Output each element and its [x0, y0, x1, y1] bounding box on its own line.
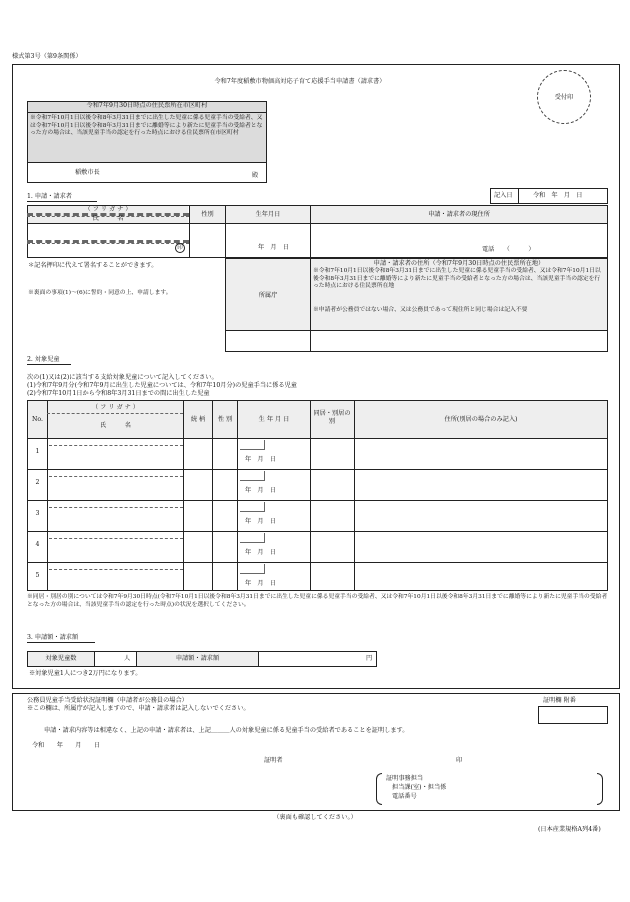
amount-unit: 円: [366, 655, 373, 662]
address2-field[interactable]: [311, 331, 607, 351]
amount-label: 申請額・請求額: [175, 655, 220, 662]
section1-heading: 1. 申請・請求者: [27, 193, 97, 202]
row-number: 2: [35, 479, 40, 486]
stamp-label: 受付印: [554, 94, 574, 101]
children-count-label: 対象児童数: [45, 655, 77, 662]
address2-header: 申請・請求者の住所（令和7年9月30日時点の住民票所在地）: [373, 260, 545, 267]
col-no: No.: [32, 416, 43, 423]
child-name-field[interactable]: [48, 570, 183, 592]
child-birth-field[interactable]: 年 月 日: [245, 487, 276, 494]
birth-field[interactable]: 年 月 日: [258, 244, 289, 251]
child-birth-field[interactable]: 年 月 日: [245, 580, 276, 587]
section2-footnote: ※同居・別居の別については令和7年9月30日時点(令和7年10月1日以後令和8年3月31日までに出生した児童に係る児童手当の受給者、又は令和7年10月1日以後令和8年3月31日までに離婚等により新たに児童手当の受給者となった方の場合は、当該児童手当の認定を行った時点)の状況を選択してください。: [27, 594, 608, 608]
contact-line-3: 電話番号: [392, 793, 417, 800]
col-gender: 性 別: [217, 416, 233, 423]
row-number: 5: [35, 572, 40, 579]
contact-line-2: 担当課(室)・担当係: [392, 784, 447, 791]
certificate-statement: 申請・請求内容等は相違なく、上記の申請・請求者は、上記＿＿＿人の対象児童に係る児童手当の受給者であることを証明します。: [44, 727, 409, 734]
form-title: 令和7年度稲敷市物価高対応子育て応援手当申請書（請求書）: [214, 78, 386, 85]
row-number: 3: [35, 510, 40, 517]
child-birth-field[interactable]: 年 月 日: [245, 549, 276, 556]
mayor-label: 稲敷市長: [75, 169, 100, 176]
municipality-header: 令和7年9月30日時点の住民票所在市区町村: [27, 102, 267, 113]
certificate-number-field[interactable]: [538, 706, 608, 724]
certificate-note: ※この欄は、所属庁が記入しますので、申請・請求者は記入しないでください。: [27, 705, 250, 712]
address-header: 申請・請求者の現住所: [428, 211, 490, 218]
address-field[interactable]: [311, 224, 607, 244]
certificate-date: 令和 年 月 日: [32, 742, 101, 749]
section2-heading: 2. 対象児童: [27, 356, 71, 365]
certifier-label: 証明者: [264, 757, 283, 764]
paper-size-note: (日本産業規格A列4番): [538, 826, 601, 833]
amount-field[interactable]: [259, 652, 364, 666]
agency-field[interactable]: [226, 331, 310, 351]
child-name-field[interactable]: [48, 446, 183, 468]
form-number: 様式第3号（第9条関係）: [12, 53, 82, 60]
col-name: 氏 名: [100, 422, 131, 429]
name-field[interactable]: [28, 241, 178, 257]
section2-intro: 次の(1)又は(2)に該当する支給対象児童について記入してください。: [27, 374, 218, 381]
entry-date-value: 令和 年 月 日: [533, 192, 583, 199]
sign-note: ＊記名押印に代えて署名することができます。: [28, 262, 158, 269]
child-name-field[interactable]: [48, 477, 183, 499]
col-birth: 生 年 月 日: [258, 416, 290, 423]
furigana-field[interactable]: [28, 225, 188, 239]
child-birth-field[interactable]: 年 月 日: [245, 518, 276, 525]
entry-date-label: 記入日: [494, 192, 513, 199]
birth-header: 生年月日: [255, 211, 281, 218]
child-birth-field[interactable]: 年 月 日: [245, 456, 276, 463]
children-count-field[interactable]: [95, 652, 125, 666]
certificate-title: 公務員児童手当受給状況証明欄（申請者が公務員の場合）: [27, 697, 188, 704]
section3-heading: 3. 申請額・請求額: [27, 634, 95, 643]
honorific: 殿: [252, 172, 259, 179]
children-unit: 人: [124, 655, 131, 662]
section2-item1: (1)令和7年9月分(令和7年9月に出生した児童については、令和7年10月分)の児童手当に係る児童: [27, 382, 297, 389]
address2-note: ※令和7年10月1日以後令和8年3月31日までに出生した児童に係る児童手当の受給者、又は令和7年10月1日以後令和8年3月31日までに離婚等により新たに児童手当の受給者となった方の場合は、当該児童手当の認定を行った時点における住民票所在地: [313, 268, 601, 290]
contact-line-1: 証明事務担当: [386, 775, 424, 782]
row-number: 4: [35, 541, 40, 548]
municipality-note: ※令和7年10月1日以後令和8年3月31日までに出生した児童に係る児童手当の受給者、又は令和7年10月1日以後令和8年3月31日までに離婚等により新たに児童手当の受給者となった方の場合は、当該児童手当の認定を行った時点における住民票所在市区町村: [30, 115, 263, 137]
section2-item2: (2)令和7年10月1日から令和8年3月31日までの間に出生した児童: [27, 390, 210, 397]
certifier-seal: 印: [456, 757, 463, 764]
certificate-number-label: 証明欄 附番: [543, 697, 576, 704]
col-cohabit: 同居・別居の別: [313, 410, 351, 425]
gender-field[interactable]: [190, 224, 225, 257]
gender-header: 性別: [201, 211, 214, 218]
furigana-header: （ フ リ ガ ナ ）: [84, 206, 132, 213]
phone-label: 電話 （ ）: [482, 246, 535, 253]
agency-label: 所属庁: [258, 292, 278, 299]
pledge-text: ※裏面の事項(1)～(6)に誓約・同意の上、申請します。: [28, 290, 172, 296]
seal-mark: 印: [175, 243, 185, 253]
name-header: 氏 名: [92, 215, 124, 222]
col-furigana: （ フ リ ガ ナ ）: [92, 404, 139, 411]
col-relation: 続 柄: [190, 416, 206, 423]
col-address: 住所(別居の場合のみ記入): [444, 416, 518, 423]
child-name-field[interactable]: [48, 508, 183, 530]
back-note: （裏面も確認してください。）: [273, 814, 357, 821]
address2-note-2: ※申請者が公務員ではない場合、又は公務員であって現住所と同じ場合は記入不要: [313, 307, 528, 313]
child-name-field[interactable]: [48, 539, 183, 561]
row-number: 1: [35, 448, 40, 455]
municipality-box: [27, 101, 267, 183]
section3-note: ※対象児童1人につき2万円になります。: [29, 670, 142, 677]
